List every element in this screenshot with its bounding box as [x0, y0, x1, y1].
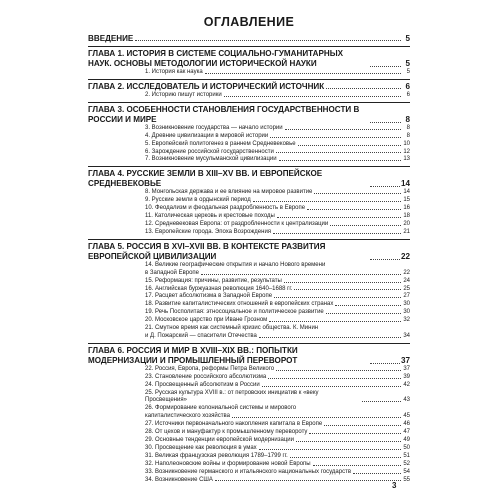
entry-page-number: 34 — [403, 332, 410, 339]
entry-page-number: 15 — [403, 197, 410, 204]
toc-section-entry[interactable] — [88, 469, 410, 477]
toc-section-entry[interactable] — [88, 477, 410, 485]
toc-section-entry[interactable] — [88, 221, 410, 229]
toc-section-entry[interactable] — [88, 262, 410, 270]
entry-title: 21. Смутное время как системный кризис общества. К. Минин — [145, 325, 319, 332]
toc-section-entry[interactable] — [88, 229, 410, 237]
entry-page-number: 5 — [402, 59, 410, 69]
toc-section-entry[interactable] — [88, 374, 410, 382]
toc-section-entry[interactable] — [88, 309, 410, 317]
dot-leader — [270, 137, 401, 138]
toc-section-entry[interactable] — [88, 333, 410, 341]
dot-leader — [370, 186, 400, 187]
dot-leader — [201, 274, 401, 275]
entry-page-number: 45 — [403, 413, 410, 420]
entry-title: 2. Историю пишут историки — [145, 91, 222, 98]
toc-section-entry[interactable] — [88, 197, 410, 205]
toc-section-entry[interactable] — [88, 278, 410, 286]
entry-title: 4. Древние цивилизации в мировой истории — [145, 132, 269, 139]
dot-leader — [370, 363, 400, 364]
entry-page-number: 25 — [403, 285, 410, 292]
dot-leader — [276, 370, 401, 371]
dot-leader — [279, 160, 401, 161]
entry-page-number: 47 — [403, 429, 410, 436]
dot-leader — [285, 129, 401, 130]
toc-section-entry[interactable] — [88, 429, 410, 437]
entry-page-number: 8 — [402, 125, 410, 133]
dot-leader — [314, 193, 401, 194]
dot-leader — [259, 449, 401, 450]
entry-page-number: 12 — [403, 148, 410, 155]
toc-section-entry[interactable] — [88, 453, 410, 461]
entry-page-number: 32 — [403, 317, 410, 324]
entry-title: капиталистического хозяйства — [145, 413, 230, 420]
entry-page-number: 27 — [403, 293, 410, 300]
entry-page-number: 42 — [403, 381, 410, 388]
dot-leader — [326, 88, 401, 89]
toc-section-entry[interactable] — [88, 437, 410, 445]
dot-leader — [313, 465, 401, 466]
dot-leader — [294, 289, 401, 290]
entry-title: 17. Расцвет абсолютизма в Западной Европе — [145, 293, 273, 300]
entry-title: ГЛАВА 6. РОССИЯ И МИР В XVIII–XIX ВВ.: ПОПЫТКИ МОДЕРНИЗАЦИИ И ПРОМЫШЛЕННЫЙ ПЕРЕВОРОТ — [88, 346, 369, 366]
dot-leader — [273, 233, 401, 234]
entry-page-number: 5 — [402, 34, 410, 44]
entry-page-number: 39 — [403, 373, 410, 380]
entry-title: ГЛАВА 5. РОССИЯ В XVI–XVII ВВ. В КОНТЕКСТЕ РАЗВИТИЯ ЕВРОПЕЙСКОЙ ЦИВИЛИЗАЦИИ — [88, 242, 369, 262]
entry-page-number: 43 — [403, 397, 410, 404]
entry-title: 14. Великие географические открытия и начало Нового времени — [145, 261, 326, 268]
entry-page-number: 8 — [402, 133, 410, 141]
dot-leader — [298, 145, 401, 146]
entry-title: 12. Средневековая Европа: от раздробленности к централизации — [145, 220, 329, 227]
toc-chapter-entry[interactable] — [88, 34, 410, 44]
dot-leader — [262, 386, 401, 387]
entry-title: ВВЕДЕНИЕ — [88, 34, 134, 43]
dot-leader — [324, 425, 401, 426]
toc-chapter-entry[interactable] — [88, 239, 410, 262]
entry-page-number: 55 — [403, 476, 410, 483]
dot-leader — [205, 73, 401, 74]
entry-page-number: 22 — [403, 269, 410, 276]
entry-title: 16. Английская буржуазная революция 1640–1688 гг. — [145, 285, 293, 292]
dot-leader — [370, 66, 401, 67]
entry-page-number: 16 — [403, 205, 410, 212]
toc-chapter-entry[interactable] — [88, 166, 410, 189]
entry-title: 5. Европейский политогенез в раннем Средневековье — [145, 140, 296, 147]
entry-page-number: 14 — [400, 179, 410, 189]
toc-section-entry[interactable] — [88, 413, 410, 421]
toc-section-entry[interactable] — [88, 213, 410, 221]
entry-title: 28. От цехов и мануфактур к промышленному перевороту — [145, 429, 308, 436]
dot-leader — [135, 40, 401, 41]
entry-page-number: 30 — [403, 301, 410, 308]
entry-page-number: 46 — [403, 421, 410, 428]
entry-page-number: 50 — [403, 444, 410, 451]
dot-leader — [296, 441, 401, 442]
toc-section-entry[interactable] — [88, 69, 410, 77]
dot-leader — [224, 96, 401, 97]
toc-list — [88, 34, 410, 484]
entry-title: и Д. Пожарский — спасители Отечества — [145, 332, 257, 339]
entry-page-number: 13 — [403, 156, 410, 163]
toc-section-entry[interactable] — [88, 317, 410, 325]
dot-leader — [330, 225, 401, 226]
entry-page-number: 54 — [403, 468, 410, 475]
dot-leader — [362, 401, 401, 402]
entry-page-number: 52 — [403, 460, 410, 467]
toc-section-entry[interactable] — [88, 366, 410, 374]
entry-title: 6. Зарождение российской государственности — [145, 148, 274, 155]
entry-page-number: 6 — [402, 82, 410, 92]
entry-page-number: 21 — [403, 228, 410, 235]
entry-title: 29. Основные тенденции европейской модернизации — [145, 437, 295, 443]
dot-leader — [335, 305, 401, 306]
toc-chapter-entry[interactable] — [88, 79, 410, 92]
dot-leader — [307, 209, 401, 210]
entry-page-number: 5 — [402, 69, 410, 77]
entry-title: 33. Возникновение германского и итальянского национальных государств — [145, 468, 352, 475]
toc-section-entry[interactable] — [88, 461, 410, 469]
dot-leader — [370, 122, 401, 123]
toc-chapter-entry[interactable] — [88, 46, 410, 69]
dot-leader — [290, 457, 401, 458]
toc-chapter-entry[interactable] — [88, 102, 410, 125]
entry-title: 11. Католическая церковь и крестовые походы — [145, 213, 275, 220]
dot-leader — [232, 417, 401, 418]
entry-title: 24. Просвещенный абсолютизм в России — [145, 381, 260, 388]
entry-title: 9. Русские земли в ордынский период — [145, 197, 251, 204]
entry-title: 7. Возникновение мусульманской цивилизации — [145, 156, 277, 163]
entry-title: 31. Великая французская революция 1789–1799 гг. — [145, 452, 288, 459]
toc-section-entry[interactable] — [88, 92, 410, 100]
entry-title: 27. Источники первоначального накопления капитала в Европе — [145, 421, 323, 428]
toc-section-entry[interactable] — [88, 205, 410, 213]
entry-page-number: 14 — [403, 189, 410, 196]
entry-page-number: 18 — [403, 213, 410, 220]
entry-page-number: 51 — [403, 452, 410, 459]
entry-page-number: 37 — [403, 365, 410, 372]
dot-leader — [353, 473, 401, 474]
toc-section-entry[interactable] — [88, 382, 410, 390]
entry-page-number: 30 — [403, 309, 410, 316]
entry-title: 13. Европейские города. Эпоха Возрождения — [145, 228, 272, 235]
entry-title: 23. Становление российского абсолютизма — [145, 373, 267, 380]
dot-leader — [309, 433, 401, 434]
entry-title: ГЛАВА 2. ИССЛЕДОВАТЕЛЬ И ИСТОРИЧЕСКИЙ ИСТОЧНИК — [88, 81, 325, 91]
dot-leader — [284, 282, 401, 283]
entry-title: 3. Возникновение государства — начало истории — [145, 124, 283, 131]
toc-section-entry[interactable] — [88, 133, 410, 141]
entry-title: в Западной Европе — [145, 269, 200, 276]
dot-leader — [370, 259, 400, 260]
entry-title: ГЛАВА 3. ОСОБЕННОСТИ СТАНОВЛЕНИЯ ГОСУДАРСТВЕННОСТИ В РОССИИ И МИРЕ — [88, 105, 369, 125]
entry-title: ГЛАВА 1. ИСТОРИЯ В СИСТЕМЕ СОЦИАЛЬНО-ГУМАНИТАРНЫХ НАУК. ОСНОВЫ МЕТОДОЛОГИИ ИСТОРИЧЕСКОЙ НАУКИ — [88, 49, 369, 69]
entry-title: 32. Наполеоновские войны и формирование новой Европы — [145, 460, 311, 467]
entry-page-number: 22 — [400, 251, 410, 261]
toc-section-entry[interactable] — [88, 270, 410, 278]
entry-title: 19. Речь Посполитая: этносоциальное и политическое развитие — [145, 309, 324, 316]
dot-leader — [259, 337, 401, 338]
entry-page-number: 10 — [403, 140, 410, 147]
entry-title: 10. Феодализм и феодальная раздробленность в Европе — [145, 205, 306, 212]
dot-leader — [277, 217, 401, 218]
toc-section-entry[interactable] — [88, 421, 410, 429]
entry-title: 26. Формирование колониальной системы и мирового — [145, 405, 297, 412]
entry-title: 8. Монгольская держава и ее влияние на мировое развитие — [145, 189, 313, 196]
entry-page-number: 6 — [402, 92, 410, 100]
dot-leader — [276, 152, 401, 153]
page-number: 3 — [392, 481, 397, 490]
entry-title: 15. Реформация: причины, развитие, результаты — [145, 277, 282, 284]
toc-section-entry[interactable] — [88, 125, 410, 133]
entry-title: 18. Развитие капиталистических отношений в европейских странах — [145, 301, 334, 308]
toc-section-entry[interactable] — [88, 141, 410, 149]
entry-page-number: 20 — [403, 220, 410, 227]
entry-title: ГЛАВА 4. РУССКИЕ ЗЕМЛИ В XIII–XV ВВ. И ЕВРОПЕЙСКОЕ СРЕДНЕВЕКОВЬЕ — [88, 169, 369, 189]
entry-title: 30. Просвещение как революция в умах — [145, 444, 257, 451]
entry-title: 22. Россия, Европа, реформы Петра Великого — [145, 365, 275, 372]
toc-page — [88, 14, 410, 484]
toc-section-entry[interactable] — [88, 405, 410, 413]
toc-section-entry[interactable] — [88, 445, 410, 453]
toc-section-entry[interactable] — [88, 301, 410, 309]
toc-title: ОГЛАВЛЕНИЕ — [203, 15, 295, 29]
dot-leader — [268, 378, 401, 379]
dot-leader — [274, 297, 401, 298]
entry-page-number: 37 — [400, 355, 410, 365]
entry-title: 34. Возникновение США — [145, 476, 213, 483]
entry-page-number: 49 — [403, 437, 410, 443]
entry-page-number: 8 — [402, 115, 410, 125]
dot-leader — [253, 201, 401, 202]
entry-title: 20. Московское царство при Иване Грозном — [145, 317, 268, 324]
dot-leader — [269, 321, 401, 322]
toc-section-entry[interactable] — [88, 156, 410, 164]
toc-section-entry[interactable] — [88, 390, 410, 406]
toc-chapter-entry[interactable] — [88, 343, 410, 366]
dot-leader — [215, 480, 401, 481]
entry-title: 25. Русская культура XVIII в.: от петровских инициатив к «веку Просвещения» — [145, 390, 361, 406]
dot-leader — [326, 313, 401, 314]
entry-title: 1. История как наука — [145, 69, 203, 75]
entry-page-number: 24 — [403, 277, 410, 284]
toc-section-entry[interactable] — [88, 325, 410, 333]
